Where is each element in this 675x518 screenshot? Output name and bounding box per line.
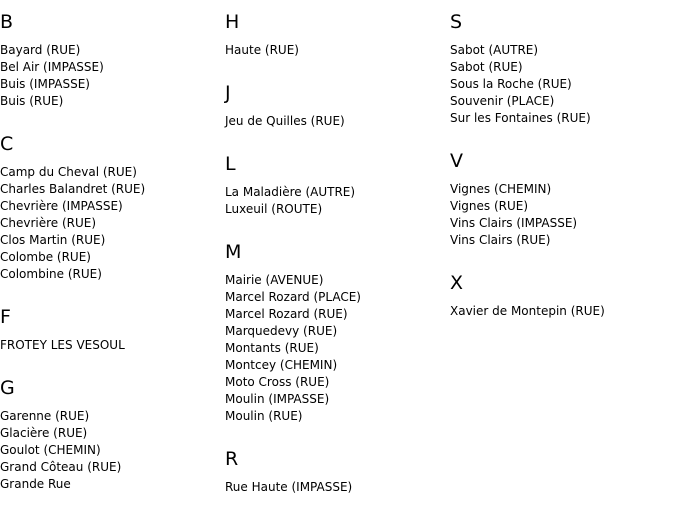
street-link-colombe-rue[interactable]: Colombe (RUE) — [0, 250, 91, 264]
street-link-buis-rue[interactable]: Buis (RUE) — [0, 94, 64, 108]
street-link-goulot-chemin[interactable]: Goulot (CHEMIN) — [0, 443, 101, 457]
street-link-colombine-rue[interactable]: Colombine (RUE) — [0, 267, 102, 281]
street-link-luxeuil-route[interactable]: Luxeuil (ROUTE) — [225, 202, 323, 216]
street-link-sabot-rue[interactable]: Sabot (RUE) — [450, 60, 523, 74]
street-list — [450, 303, 675, 320]
street-link-chevriere-impasse[interactable]: Chevrière (IMPASSE) — [0, 199, 123, 213]
street-list — [450, 181, 675, 249]
street-link-camp-du-cheval-rue[interactable]: Camp du Cheval (RUE) — [0, 165, 137, 179]
street-link-moulin-impasse[interactable]: Moulin (IMPASSE) — [225, 392, 330, 406]
letter-group-l — [225, 152, 450, 218]
street-link-haute-rue[interactable]: Haute (RUE) — [225, 43, 299, 57]
street-link-jeu-de-quilles-rue[interactable]: Jeu de Quilles (RUE) — [225, 114, 345, 128]
letter-group-s — [450, 10, 675, 127]
street-link-garenne-rue[interactable]: Garenne (RUE) — [0, 409, 90, 423]
index-column — [225, 10, 450, 518]
letter-group-v — [450, 149, 675, 249]
letter-heading: C — [0, 133, 14, 155]
letter-group-r — [225, 447, 450, 496]
street-link-grande-rue[interactable]: Grande Rue — [0, 477, 71, 491]
street-link-clos-martin-rue[interactable]: Clos Martin (RUE) — [0, 233, 106, 247]
street-link-mairie-avenue[interactable]: Mairie (AVENUE) — [225, 273, 324, 287]
letter-group-f — [0, 305, 225, 354]
street-link-souvenir-place[interactable]: Souvenir (PLACE) — [450, 94, 555, 108]
street-list — [450, 42, 675, 127]
street-link-xavier-de-montepin-rue[interactable]: Xavier de Montepin (RUE) — [450, 304, 605, 318]
letter-heading: H — [225, 11, 240, 33]
letter-heading: V — [450, 150, 463, 172]
street-list — [0, 408, 225, 493]
index-column — [450, 10, 675, 342]
street-link-moulin-rue[interactable]: Moulin (RUE) — [225, 409, 303, 423]
letter-heading: R — [225, 448, 239, 470]
street-link-montcey-chemin[interactable]: Montcey (CHEMIN) — [225, 358, 338, 372]
street-link-vins-clairs-rue[interactable]: Vins Clairs (RUE) — [450, 233, 551, 247]
letter-heading: G — [0, 377, 15, 399]
letter-heading: J — [225, 82, 231, 104]
letter-group-b — [0, 10, 225, 110]
street-link-montants-rue[interactable]: Montants (RUE) — [225, 341, 319, 355]
letter-group-c — [0, 132, 225, 283]
letter-heading: S — [450, 11, 463, 33]
letter-group-h — [225, 10, 450, 59]
street-link-charles-balandret-rue[interactable]: Charles Balandret (RUE) — [0, 182, 146, 196]
street-link-marquedevy-rue[interactable]: Marquedevy (RUE) — [225, 324, 338, 338]
street-list — [225, 184, 450, 218]
letter-group-m — [225, 240, 450, 425]
street-link-sur-les-fontaines-rue[interactable]: Sur les Fontaines (RUE) — [450, 111, 591, 125]
letter-heading: L — [225, 153, 236, 175]
street-link-vignes-rue[interactable]: Vignes (RUE) — [450, 199, 529, 213]
letter-group-g — [0, 376, 225, 493]
street-link-frotey-les-vesoul[interactable]: FROTEY LES VESOUL — [0, 338, 125, 352]
street-link-chevriere-rue[interactable]: Chevrière (RUE) — [0, 216, 97, 230]
letter-heading: M — [225, 241, 242, 263]
index-column — [0, 10, 225, 515]
street-link-la-maladiere-autre[interactable]: La Maladière (AUTRE) — [225, 185, 356, 199]
street-list — [0, 164, 225, 283]
street-link-vins-clairs-impasse[interactable]: Vins Clairs (IMPASSE) — [450, 216, 578, 230]
letter-heading: X — [450, 272, 464, 294]
street-link-bel-air-impasse[interactable]: Bel Air (IMPASSE) — [0, 60, 104, 74]
street-list — [225, 113, 450, 130]
street-link-bayard-rue[interactable]: Bayard (RUE) — [0, 43, 81, 57]
street-link-buis-impasse[interactable]: Buis (IMPASSE) — [0, 77, 90, 91]
street-list — [0, 337, 225, 354]
street-link-moto-cross-rue[interactable]: Moto Cross (RUE) — [225, 375, 330, 389]
street-link-grand-coteau-rue[interactable]: Grand Côteau (RUE) — [0, 460, 122, 474]
letter-heading: B — [0, 11, 14, 33]
street-list — [0, 42, 225, 110]
letter-group-x — [450, 271, 675, 320]
street-link-glaciere-rue[interactable]: Glacière (RUE) — [0, 426, 88, 440]
street-list — [225, 42, 450, 59]
letter-heading: F — [0, 306, 11, 328]
street-link-marcel-rozard-place[interactable]: Marcel Rozard (PLACE) — [225, 290, 361, 304]
street-link-vignes-chemin[interactable]: Vignes (CHEMIN) — [450, 182, 552, 196]
street-link-marcel-rozard-rue[interactable]: Marcel Rozard (RUE) — [225, 307, 348, 321]
street-link-sabot-autre[interactable]: Sabot (AUTRE) — [450, 43, 539, 57]
street-link-rue-haute-impasse[interactable]: Rue Haute (IMPASSE) — [225, 480, 353, 494]
letter-group-j — [225, 81, 450, 130]
street-link-sous-la-roche-rue[interactable]: Sous la Roche (RUE) — [450, 77, 572, 91]
street-list — [225, 479, 450, 496]
street-list — [225, 272, 450, 425]
